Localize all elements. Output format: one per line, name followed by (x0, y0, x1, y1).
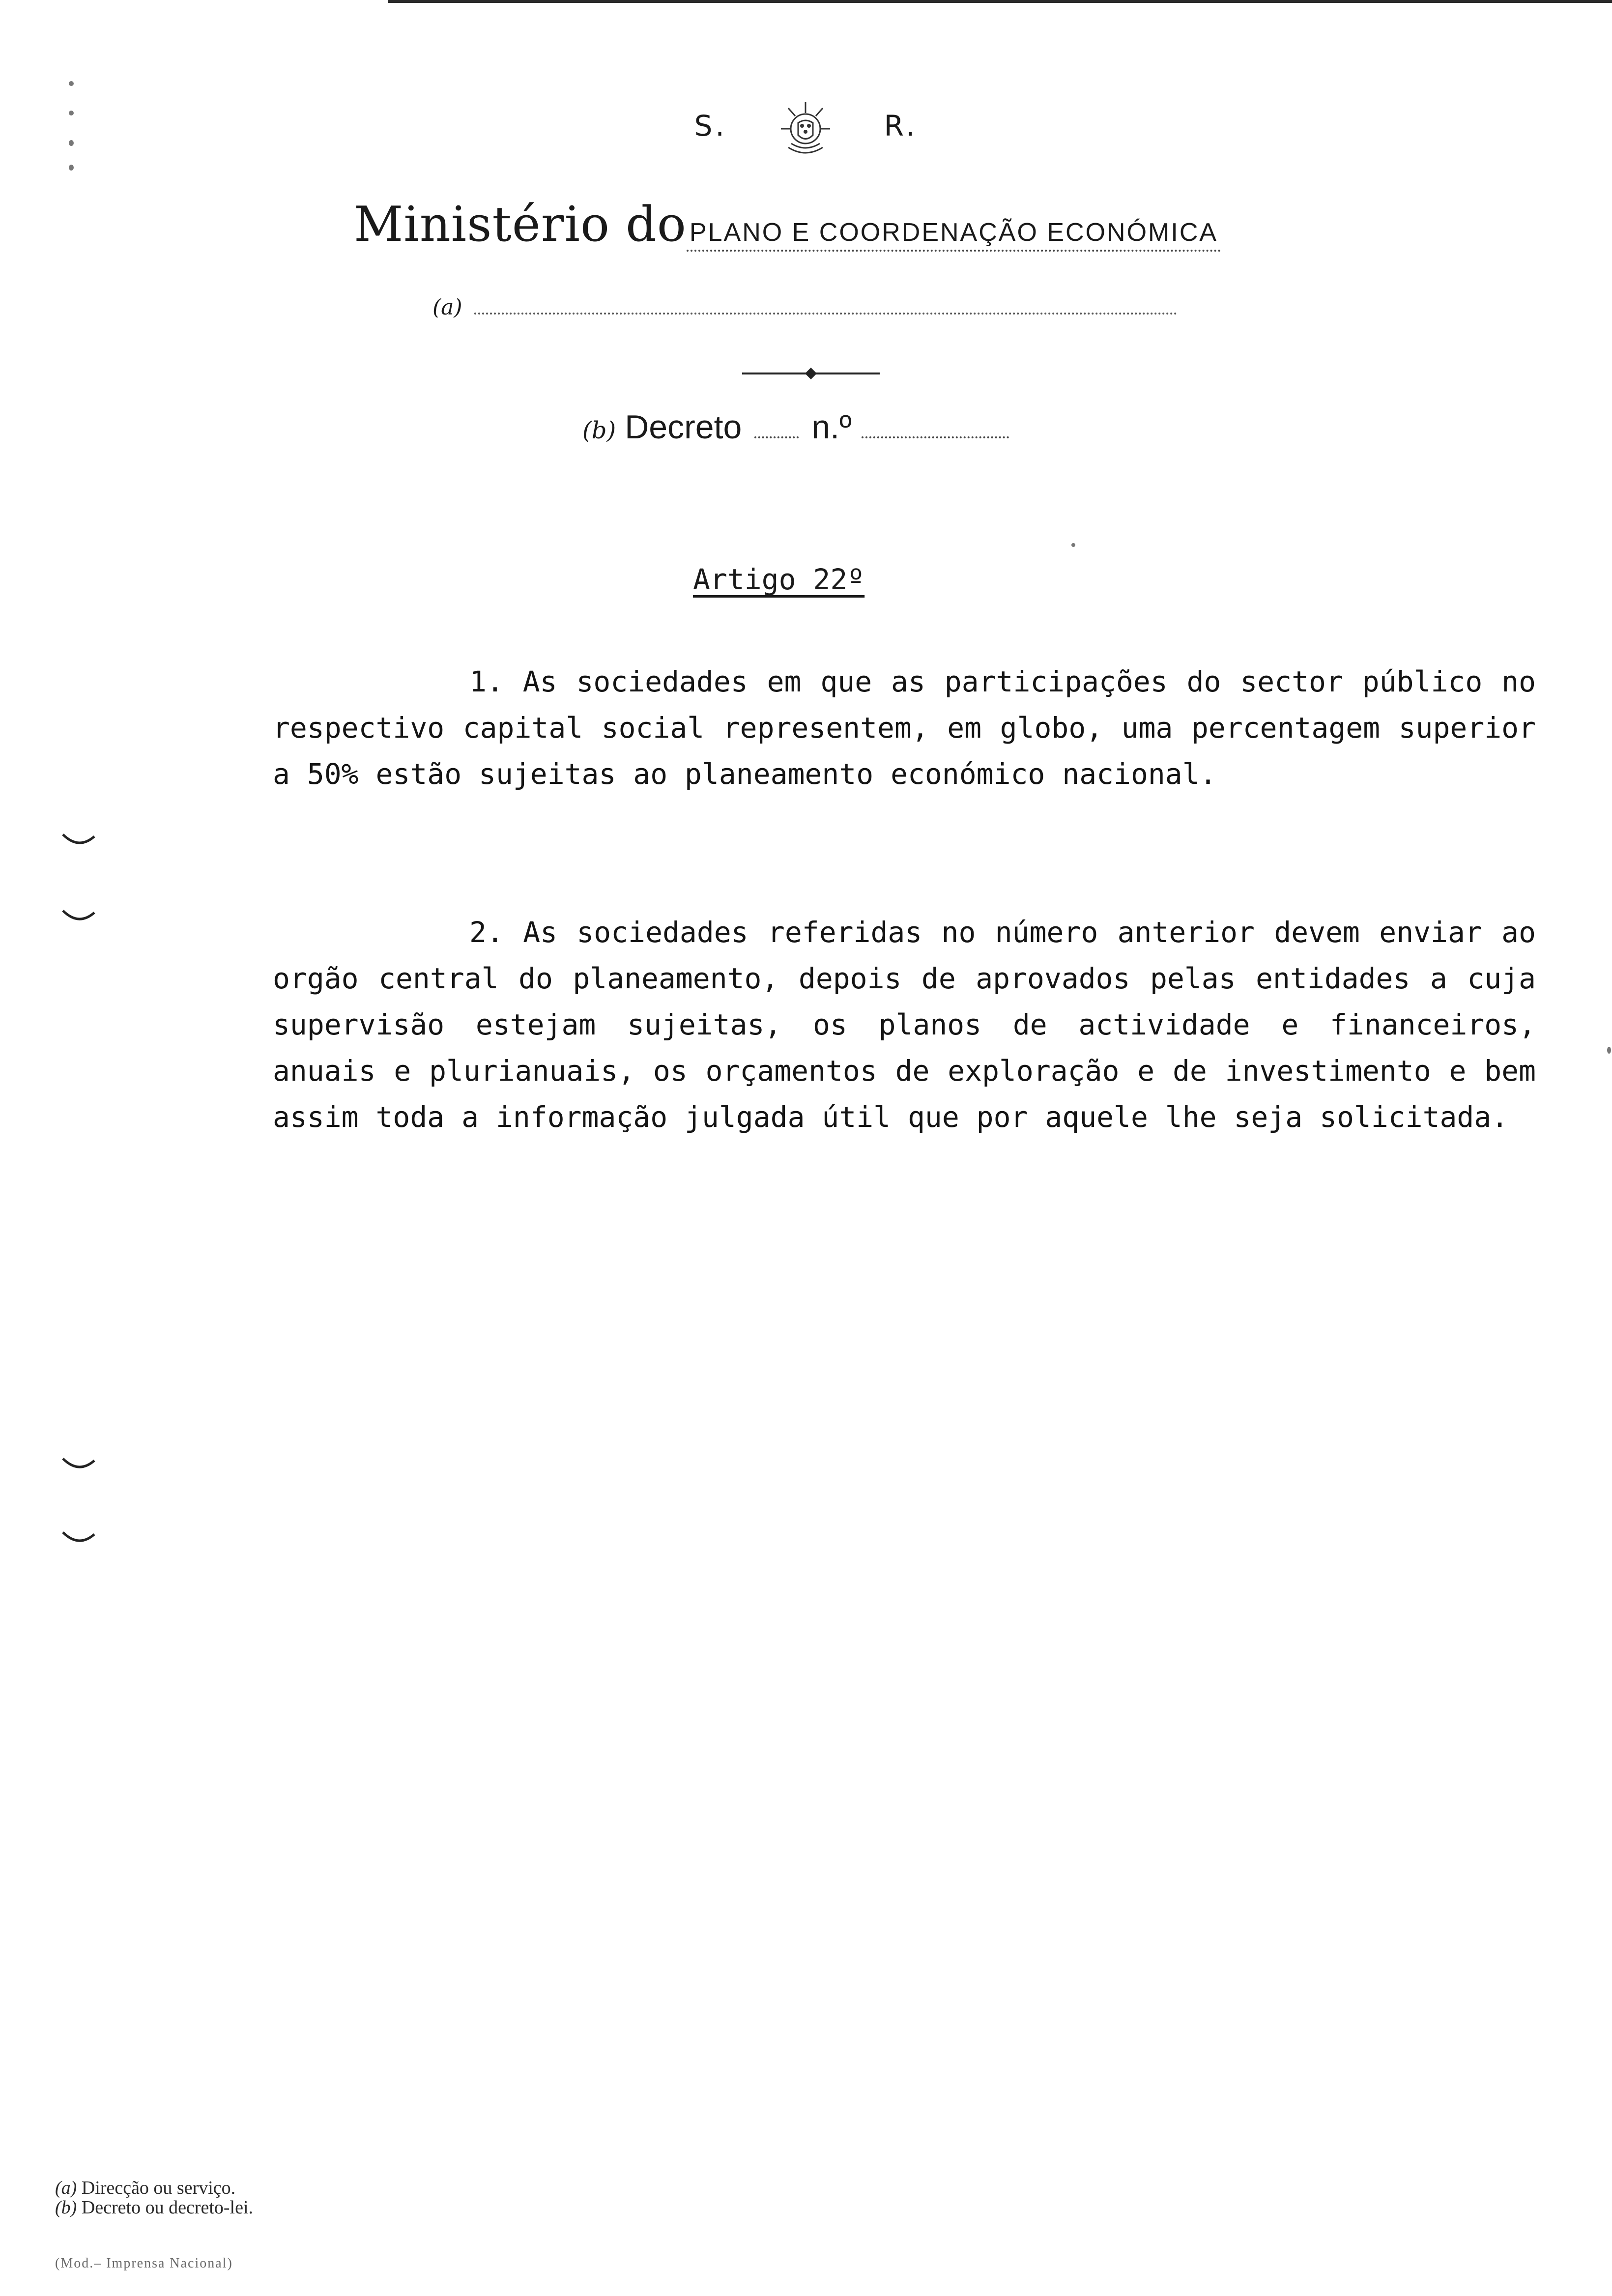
binding-mark-icon (59, 907, 98, 926)
margin-speck (69, 165, 74, 171)
state-heading (0, 93, 1612, 162)
margin-speck (1607, 1047, 1611, 1054)
binding-mark-icon (59, 1455, 98, 1474)
footnote-b-text: Decreto ou decreto-lei. (81, 2197, 254, 2218)
field-a-dotted-blank (474, 313, 1177, 315)
decree-b-label: (b) (582, 417, 616, 444)
margin-speck (69, 111, 74, 115)
field-a-label: (a) (432, 295, 462, 320)
article-heading: Artigo 22º (693, 563, 865, 596)
ministry-heading (354, 197, 1337, 253)
footnote-a (55, 2178, 253, 2198)
footnote-a-letter: (a) (55, 2178, 77, 2198)
decree-number-label: n.º (811, 408, 852, 446)
decree-type-dotted-blank (754, 436, 799, 438)
ministry-prefix: Ministério do (354, 197, 687, 253)
state-letter-s: S. (694, 109, 727, 143)
footnote-b (55, 2198, 253, 2217)
ornamental-divider (742, 364, 880, 383)
decree-label: Decreto (625, 408, 742, 446)
printer-mark: (Mod.– Imprensa Nacional) (55, 2256, 233, 2271)
footnote-b-letter: (b) (55, 2197, 77, 2218)
decree-line (582, 408, 1009, 446)
margin-speck (69, 81, 74, 86)
binding-mark-icon (59, 1528, 98, 1548)
footnotes (55, 2178, 253, 2217)
ministry-name-field: PLANO E COORDENAÇÃO ECONÓMICA (687, 218, 1221, 252)
decree-number-dotted-blank (862, 436, 1009, 438)
coat-of-arms-emblem (774, 93, 837, 162)
margin-speck (69, 140, 74, 146)
footnote-a-text: Direcção ou serviço. (81, 2178, 236, 2198)
binding-mark-icon (59, 831, 98, 850)
field-a-line (432, 295, 1177, 320)
article-paragraph-2: 2. As sociedades referidas no número anterior devem enviar ao orgão central do planeamento, depois de aprovados pelas entidades a cuja supervisão estejam sujeitas, os planos de actividade e financeiros, anuais e plurianuais, os orçamentos de exploração e de investimento e bem assim toda a informação julgada útil que por aquele lhe seja solicitada. (273, 916, 1536, 1134)
margin-speck (1071, 543, 1075, 547)
state-letter-r: R. (884, 109, 918, 143)
page-top-edge-line (388, 0, 1612, 3)
article-paragraph-1: 1. As sociedades em que as participações do sector público no respectivo capital social representem, em globo, uma percentagem superior a 50% estão sujeitas ao planeamento económico nacional. (273, 665, 1536, 791)
